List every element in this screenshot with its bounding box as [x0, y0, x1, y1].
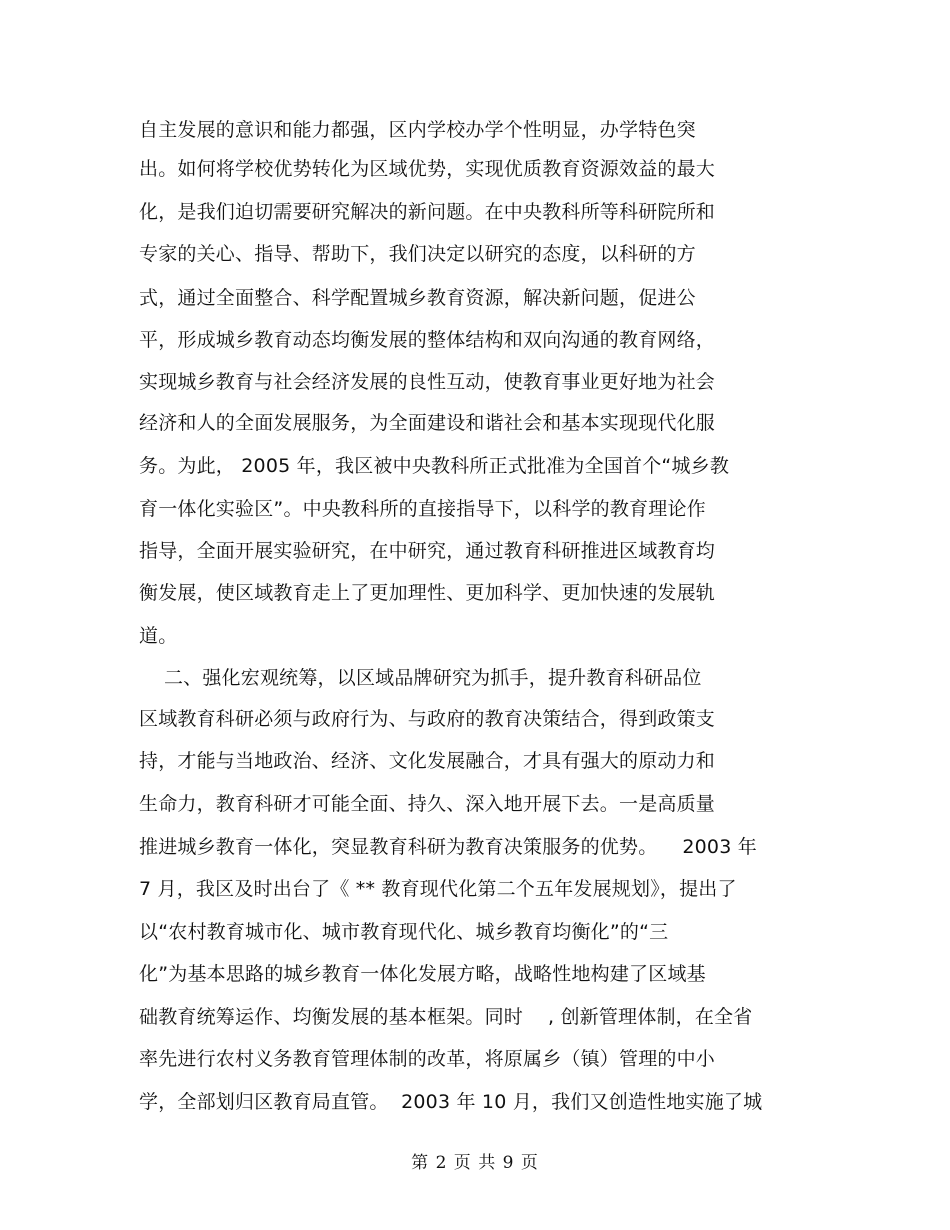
- text-line: 经济和人的全面发展服务，为全面建设和谐社会和基本实现现代化服: [139, 412, 716, 434]
- text-line: 实现城乡教育与社会经济发展的良性互动，使教育事业更好地为社会: [139, 371, 716, 393]
- text-line: 化，是我们迫切需要研究解决的新问题。在中央教科所等科研院所和: [139, 201, 716, 223]
- text-line: 推进城乡教育一体化，突显教育科研为教育决策服务的优势。 2003 年: [139, 836, 757, 858]
- text-line: 以“农村教育城市化、城市教育现代化、城乡教育均衡化”的“三: [139, 921, 669, 943]
- text-line: 学，全部划归区教育局直管。 2003 年 10 月，我们又创造性地实施了城: [139, 1091, 763, 1113]
- text-line: 生命力，教育科研才可能全面、持久、深入地开展下去。一是高质量: [139, 793, 716, 815]
- section-heading: 二、强化宏观统筹，以区域品牌研究为抓手，提升教育科研品位: [139, 667, 702, 689]
- text-line: 道。: [139, 625, 178, 647]
- text-line: 自主发展的意识和能力都强，区内学校办学个性明显，办学特色突: [139, 119, 696, 141]
- page-footer: 第 2 页 共 9 页: [411, 1153, 539, 1173]
- text-line: 务。为此， 2005 年，我区被中央教科所正式批准为全国首个“城乡教: [139, 455, 730, 477]
- text-line: 础教育统筹运作、均衡发展的基本框架。同时 , 创新管理体制，在全省: [139, 1006, 753, 1028]
- text-line: 专家的关心、指导、帮助下，我们决定以研究的态度，以科研的方: [139, 243, 696, 265]
- text-line: 式，通过全面整合、科学配置城乡教育资源，解决新问题，促进公: [139, 287, 696, 309]
- text-line: 7 月，我区及时出台了《 ** 教育现代化第二个五年发展规划》，提出了: [139, 878, 737, 900]
- text-line: 指导，全面开展实验研究，在中研究，通过教育科研推进区域教育均: [139, 540, 716, 562]
- text-line: 化”为基本思路的城乡教育一体化发展方略，战略性地构建了区域基: [139, 963, 706, 985]
- text-line: 出。如何将学校优势转化为区域优势，实现优质教育资源效益的最大: [139, 158, 716, 180]
- text-line: 率先进行农村义务教育管理体制的改革，将原属乡（镇）管理的中小: [139, 1048, 716, 1070]
- text-line: 育一体化实验区”。中央教科所的直接指导下，以科学的教育理论作: [139, 498, 706, 520]
- text-line: 区域教育科研必须与政府行为、与政府的教育决策结合，得到政策支: [139, 708, 716, 730]
- text-line: 衡发展，使区域教育走上了更加理性、更加科学、更加快速的发展轨: [139, 582, 716, 604]
- text-line: 平，形成城乡教育动态均衡发展的整体结构和双向沟通的教育网络，: [139, 329, 716, 351]
- text-line: 持，才能与当地政治、经济、文化发展融合，才具有强大的原动力和: [139, 750, 716, 772]
